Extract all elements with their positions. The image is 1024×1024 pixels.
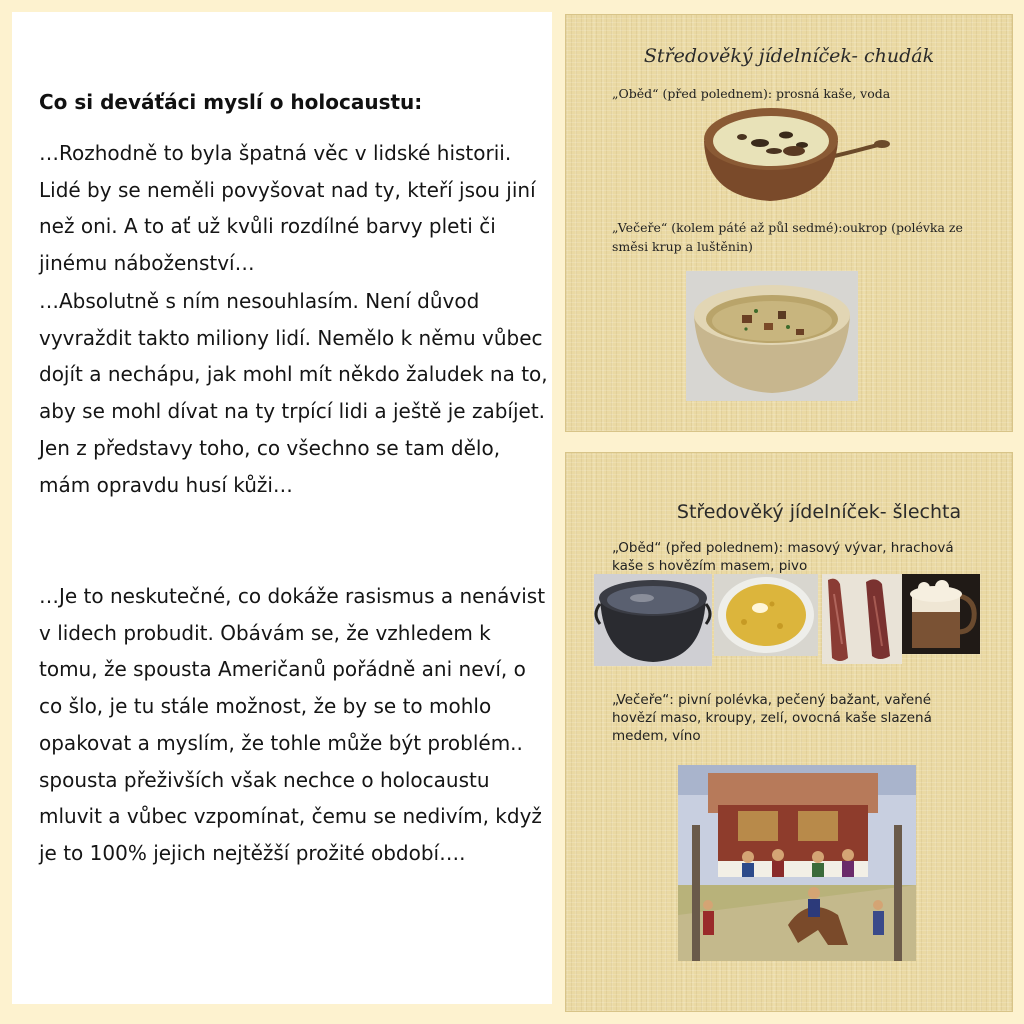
soup-bowl-image	[686, 271, 858, 401]
slide-noble-title: Středověký jídelníček- šlechta	[676, 501, 962, 523]
opinion-paragraph-3: …Je to neskutečné, co dokáže rasismus a nenávist v lidech probudit. Obávám se, že vzhledem k tomu, že spousta Američanů pořádně ani neví, o co šlo, je tu stále možnost, že by se to mohlo opakovat a myslím, že tohle může být problém.. spousta přeživších však nechce o holocaustu mluvit a vůbec vzpomínat, čemu se nedivím, když je to 100% jejich nejtěžší prožité období….	[39, 584, 546, 865]
slide-noble-menu	[565, 452, 1013, 1012]
slide-poor-title: Středověký jídelníček- chudák	[643, 45, 935, 67]
opinion-paragraph-2: …Absolutně s ním nesouhlasím. Není důvod vyvraždit takto miliony lidí. Nemělo k němu vůbec dojít a nechápu, jak mohl mít někdo žaludek na to, aby se mohl dívat na ty trpící lidi a ještě je zabíjet. Jen z představy toho, co všechno se tam dělo, mám opravdu husí kůži…	[39, 289, 548, 497]
broth-pot-image	[594, 574, 712, 666]
dried-beef-image	[822, 574, 902, 664]
opinion-paragraph-1: …Rozhodně to byla špatná věc v lidské historii. Lidé by se neměli povyšovat nad ty, kteří jsou jiní než oni. A to ať už kvůli rozdílné barvy pleti či jinému náboženství…	[39, 141, 536, 276]
slide-noble-lunch: „Oběd“ (před polednem): masový vývar, hrachová kaše s hovězím masem, pivo	[612, 540, 954, 574]
slide-poor-menu	[565, 14, 1013, 432]
slide-poor-dinner: „Večeře“ (kolem páté až půl sedmé):oukrop (polévka ze směsi krup a luštěnin)	[612, 220, 963, 254]
medieval-feast-image	[678, 765, 916, 961]
beer-mug-image	[902, 574, 980, 654]
opinions-heading: Co si deváťáci myslí o holocaustu:	[39, 90, 423, 114]
opinions-panel	[12, 12, 552, 1004]
porridge-bowl-image	[702, 105, 890, 205]
pea-mash-image	[714, 574, 818, 656]
slide-noble-dinner: „Večeře“: pivní polévka, pečený bažant, vařené hovězí maso, kroupy, zelí, ovocná kaše slazená medem, víno	[612, 692, 932, 744]
slide-poor-lunch: „Oběd“ (před polednem): prosná kaše, voda	[612, 86, 891, 101]
